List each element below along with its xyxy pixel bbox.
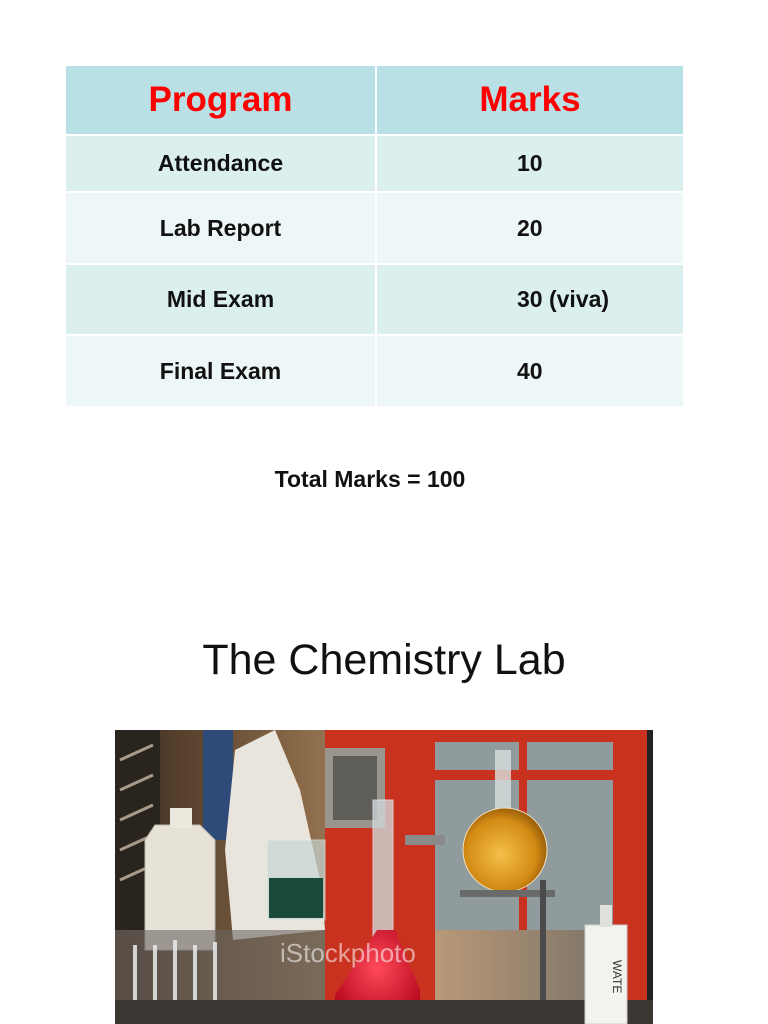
program-cell: Attendance <box>65 135 376 192</box>
table-row <box>65 192 684 264</box>
marks-cell: 40 <box>376 335 684 407</box>
table-row <box>65 335 684 407</box>
table-row <box>65 135 684 192</box>
program-cell: Mid Exam <box>65 264 376 335</box>
marks-cell: 20 <box>376 192 684 264</box>
amber-flask <box>463 808 547 892</box>
header-program: Program <box>65 65 376 135</box>
marks-cell: 10 <box>376 135 684 192</box>
header-marks: Marks <box>376 65 684 135</box>
table-row <box>65 264 684 335</box>
marks-cell: 30 (viva) <box>376 264 684 335</box>
green-liquid <box>269 878 323 918</box>
total-marks: Total Marks = 100 <box>274 466 466 492</box>
photo-watermark: iStockphoto <box>280 938 416 968</box>
lab-counter <box>115 1000 653 1024</box>
program-cell: Lab Report <box>65 192 376 264</box>
bottle-label: WATE <box>610 960 624 994</box>
marks-table <box>64 64 685 408</box>
chemistry-lab-photo <box>115 730 653 1024</box>
program-cell: Final Exam <box>65 335 376 407</box>
flask-neck <box>495 750 511 810</box>
graduated-cylinder <box>373 800 393 950</box>
table-header-row <box>65 65 684 135</box>
lab-title: The Chemistry Lab <box>202 636 566 684</box>
